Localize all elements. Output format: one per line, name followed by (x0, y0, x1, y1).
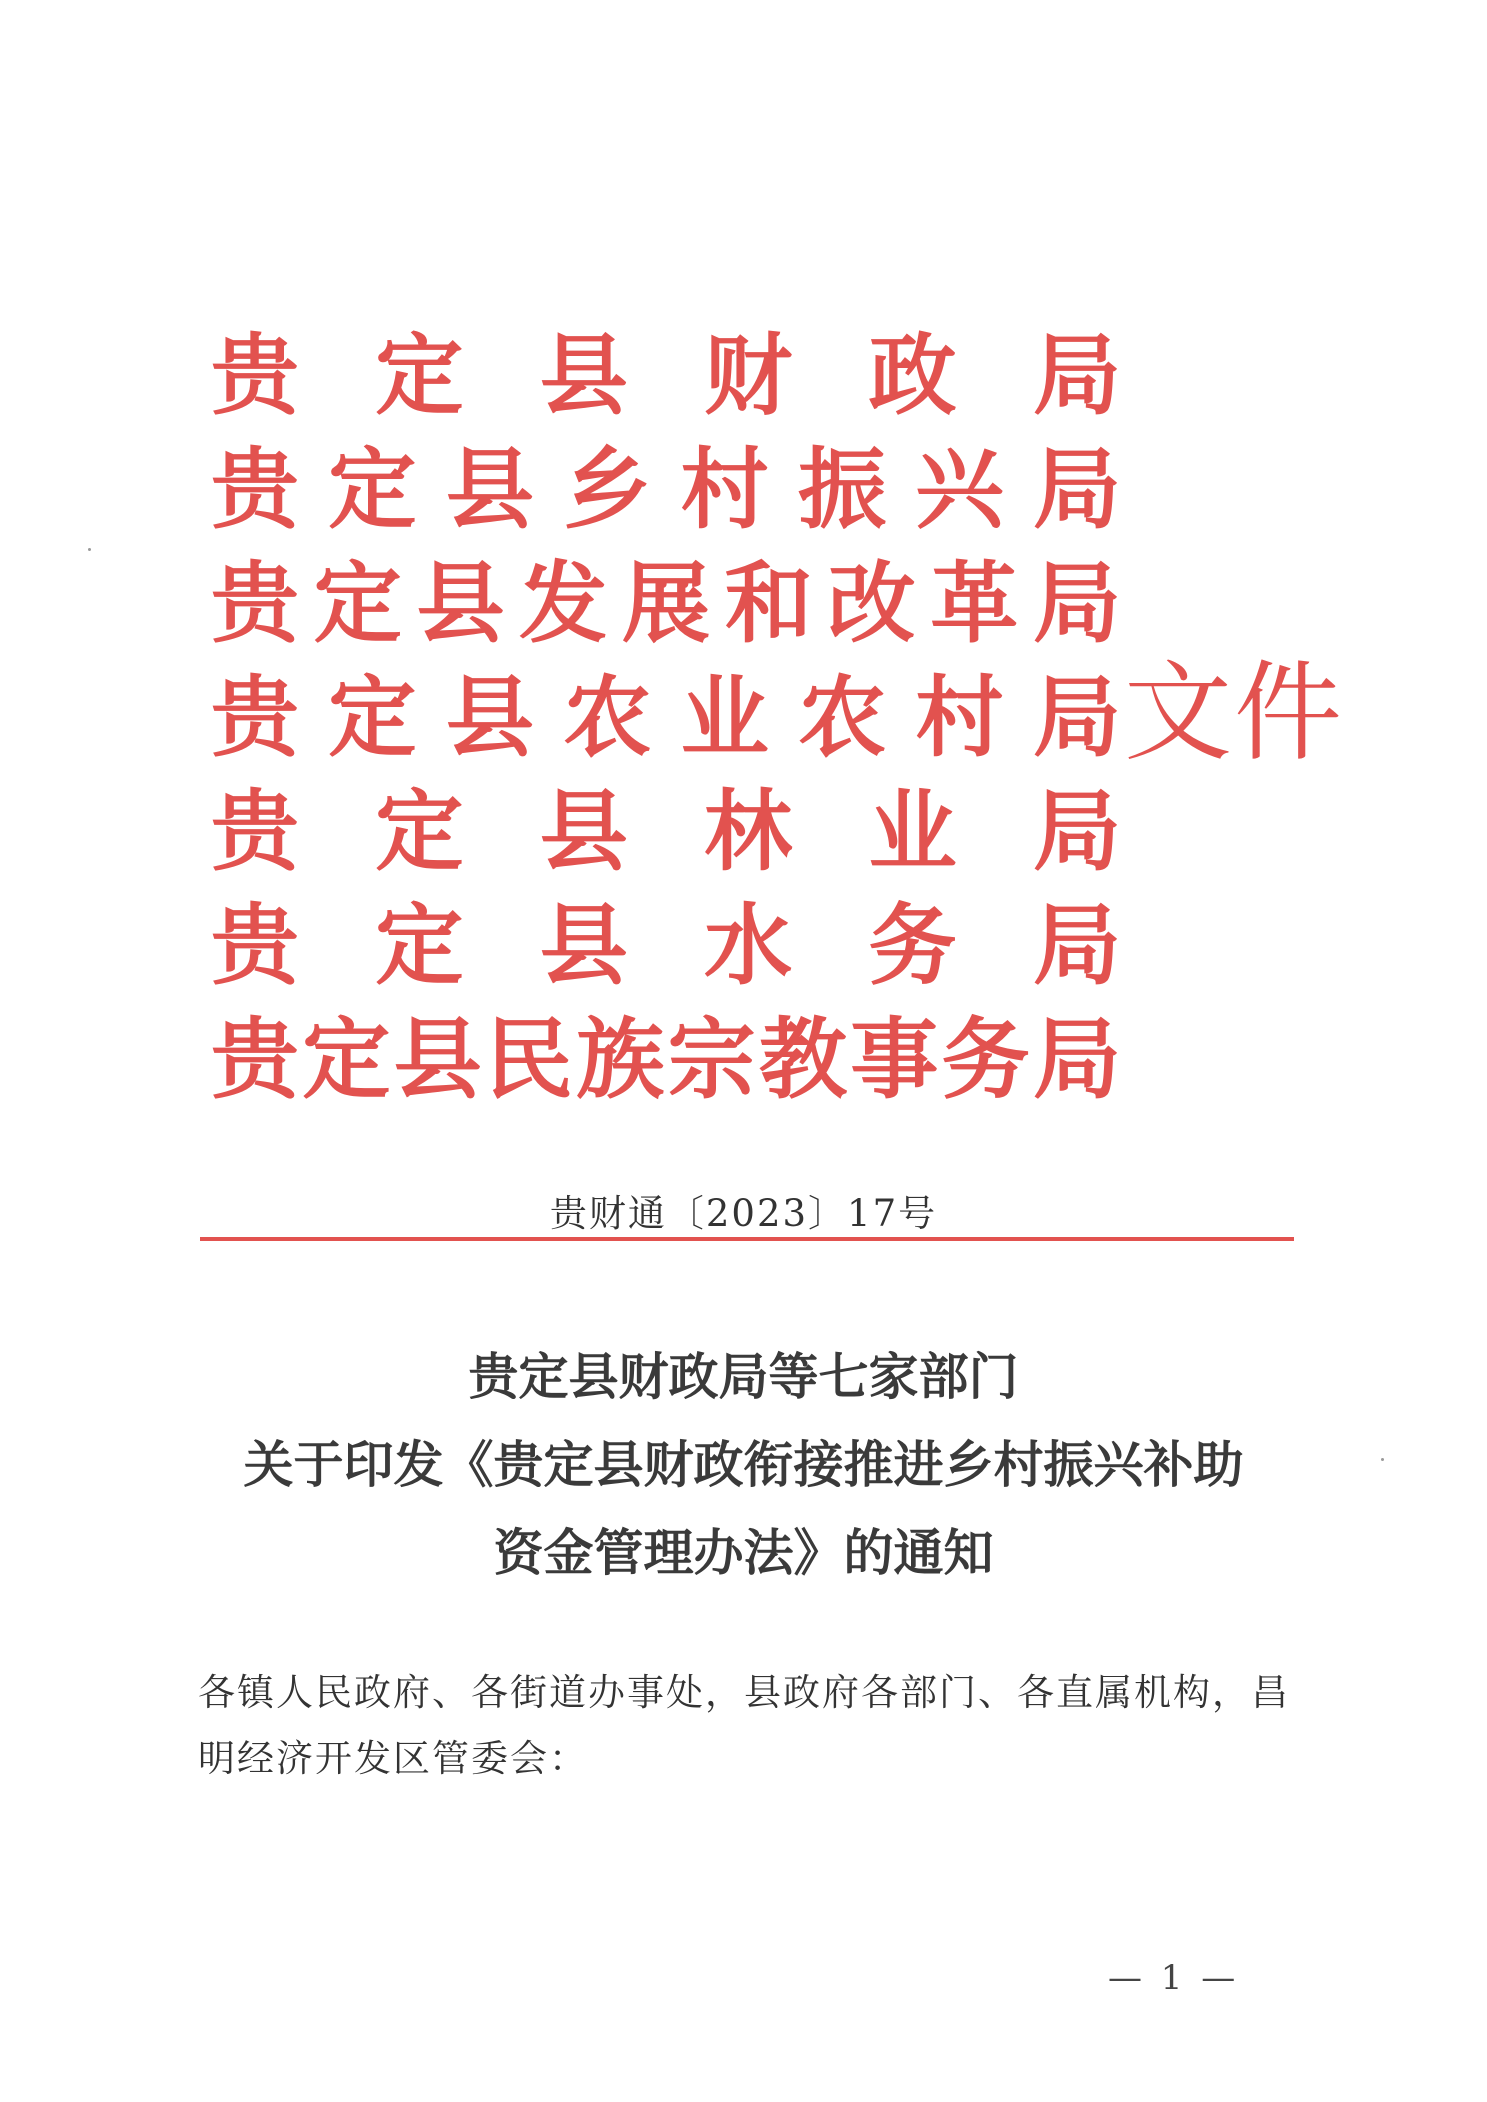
issuer-char: 定 (313, 551, 402, 655)
issuer-char: 贵 (210, 665, 299, 769)
issuer-char: 振 (798, 437, 887, 541)
issuer-char: 贵 (210, 893, 299, 997)
issuer-char: 农 (563, 665, 652, 769)
document-suffix: 文件 (1124, 651, 1345, 776)
recipients-line-1: 各镇人民政府、各街道办事处，县政府各部门、各直属机构，昌 (198, 1671, 1290, 1714)
issuer-char: 和 (724, 551, 813, 655)
issuer-char: 宗 (667, 1007, 756, 1111)
issuer-char: 务 (941, 1007, 1030, 1111)
issuer-header (210, 318, 1130, 1116)
issuer-char: 务 (868, 893, 957, 997)
issuer-char: 教 (758, 1007, 847, 1111)
document-title (180, 1333, 1307, 1597)
issuer-char: 贵 (210, 551, 299, 655)
issuer-line (210, 432, 1122, 546)
issuer-char: 定 (375, 893, 464, 997)
issuer-char: 定 (375, 779, 464, 883)
issuer-char: 县 (416, 551, 505, 655)
issuer-char: 农 (798, 665, 887, 769)
issuer-char: 兴 (915, 437, 1004, 541)
title-line-3: 资金管理办法》的通知 (493, 1523, 994, 1582)
issuer-char: 定 (328, 665, 417, 769)
issuer-char: 革 (930, 551, 1019, 655)
issuer-char: 局 (1032, 893, 1121, 997)
issuer-char: 展 (621, 551, 710, 655)
issuer-char: 定 (375, 323, 464, 427)
issuer-char: 贵 (210, 437, 299, 541)
page-number: — 1 — (1108, 1958, 1240, 1998)
issuer-char: 县 (445, 437, 534, 541)
issuer-char: 村 (680, 437, 769, 541)
issuer-char: 林 (704, 779, 793, 883)
scan-speck (1381, 1458, 1384, 1461)
title-line-1: 贵定县财政局等七家部门 (468, 1347, 1019, 1406)
issuer-char: 民 (484, 1007, 573, 1111)
issuer-char: 贵 (210, 323, 299, 427)
recipients-salutation (198, 1660, 1294, 1792)
issuer-char: 业 (868, 779, 957, 883)
issuer-char: 局 (1032, 437, 1121, 541)
title-line-2: 关于印发《贵定县财政衔接推进乡村振兴补助 (243, 1435, 1244, 1494)
issuer-char: 改 (827, 551, 916, 655)
issuer-char: 乡 (563, 437, 652, 541)
recipients-line-2: 明经济开发区管委会： (198, 1737, 588, 1780)
issuer-char: 财 (704, 323, 793, 427)
issuer-char: 定 (328, 437, 417, 541)
issuer-char: 局 (1032, 1007, 1121, 1111)
issuer-char: 县 (445, 665, 534, 769)
issuer-line (210, 1002, 1122, 1116)
issuer-char: 贵 (210, 1007, 299, 1111)
issuer-line (210, 660, 1122, 774)
issuer-char: 发 (519, 551, 608, 655)
issuer-char: 业 (680, 665, 769, 769)
issuer-char: 族 (576, 1007, 665, 1111)
issuer-char: 县 (393, 1007, 482, 1111)
red-separator-rule (200, 1237, 1294, 1241)
issuer-char: 贵 (210, 779, 299, 883)
issuer-char: 县 (539, 893, 628, 997)
issuer-char: 政 (868, 323, 957, 427)
issuer-line (210, 774, 1122, 888)
document-number: 贵财通〔2023〕17号 (549, 1192, 938, 1235)
issuer-line (210, 888, 1122, 1002)
issuer-char: 局 (1032, 551, 1121, 655)
issuer-char: 局 (1032, 665, 1121, 769)
issuer-char: 定 (302, 1007, 391, 1111)
scan-speck (88, 548, 91, 551)
issuer-char: 县 (539, 779, 628, 883)
issuer-char: 局 (1032, 323, 1121, 427)
issuer-char: 县 (539, 323, 628, 427)
issuer-line (210, 318, 1122, 432)
issuer-char: 村 (915, 665, 1004, 769)
issuer-char: 事 (850, 1007, 939, 1111)
issuer-char: 局 (1032, 779, 1121, 883)
issuer-char: 水 (704, 893, 793, 997)
issuer-line (210, 546, 1122, 660)
